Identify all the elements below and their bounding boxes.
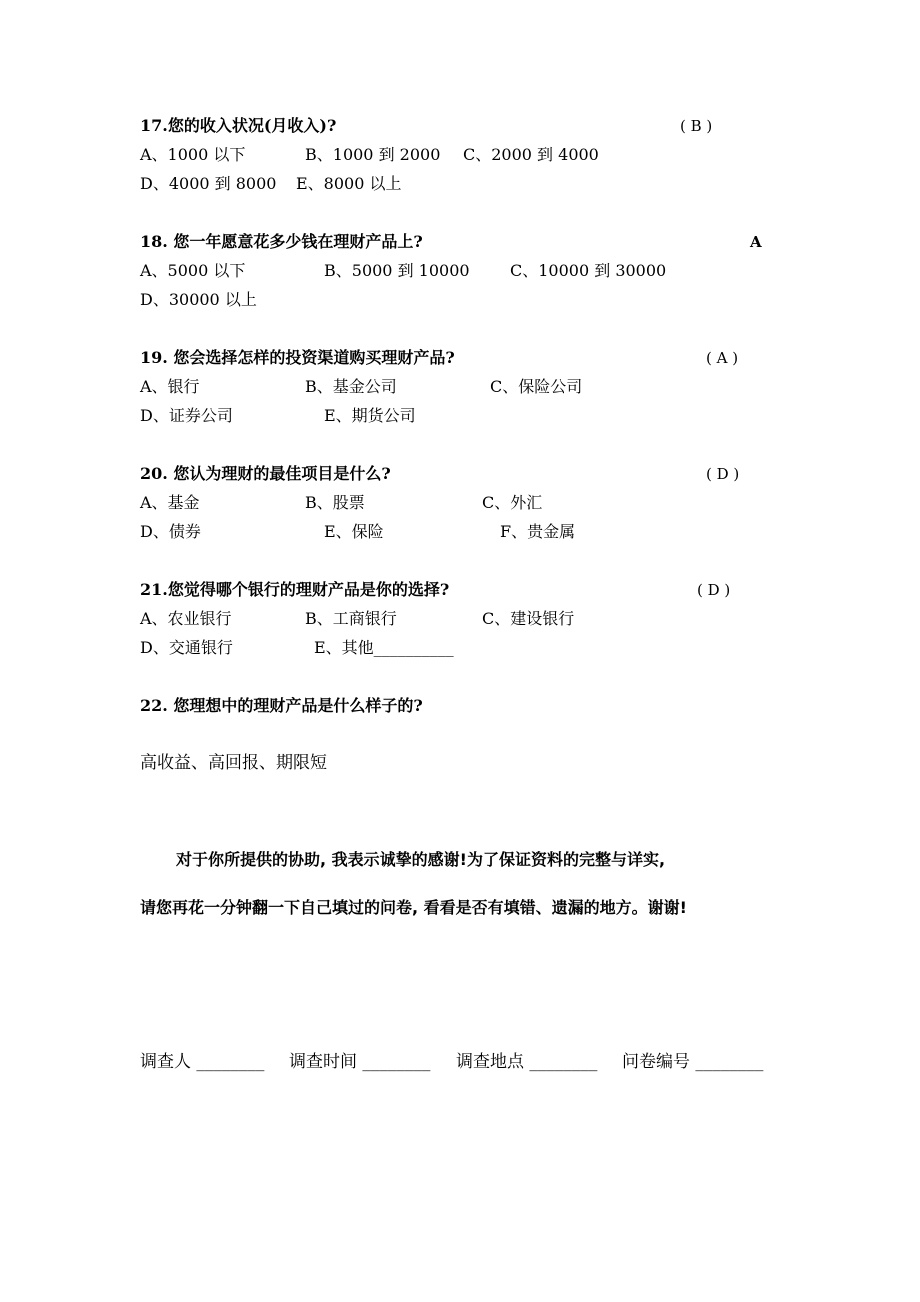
question-20-option-c: C、外汇 bbox=[482, 493, 543, 512]
question-20-option-a: A、基金 bbox=[140, 493, 200, 512]
footer-location: 调查地点 ________ bbox=[456, 1052, 598, 1072]
question-18-option-a: A、5000 以下 bbox=[140, 261, 246, 280]
question-18-option-b: B、5000 到 10000 bbox=[324, 261, 470, 280]
question-20-title: 20. 您认为理财的最佳项目是什么? bbox=[140, 464, 391, 483]
question-17-option-a: A、1000 以下 bbox=[140, 145, 246, 164]
question-20-option-d: D、债券 bbox=[140, 522, 201, 541]
question-17-answer: ( B ) bbox=[680, 117, 713, 135]
question-18-title: 18. 您一年愿意花多少钱在理财产品上? bbox=[140, 232, 423, 251]
question-20-option-e: E、保险 bbox=[324, 522, 384, 541]
question-19-option-b: B、基金公司 bbox=[305, 377, 397, 396]
question-17-title: 17.您的收入状况(月收入)? bbox=[140, 116, 337, 135]
question-20-answer: ( D ) bbox=[706, 465, 740, 483]
question-21-answer: ( D ) bbox=[697, 581, 731, 599]
question-20-option-b: B、股票 bbox=[305, 493, 365, 512]
question-19-option-d: D、证券公司 bbox=[140, 406, 233, 425]
question-17-option-e: E、8000 以上 bbox=[296, 174, 402, 193]
footer-time: 调查时间 ________ bbox=[289, 1052, 431, 1072]
question-21-option-c: C、建设银行 bbox=[482, 609, 575, 628]
question-19-option-c: C、保险公司 bbox=[490, 377, 583, 396]
question-18-answer: A bbox=[750, 233, 762, 251]
question-17-option-d: D、4000 到 8000 bbox=[140, 174, 277, 193]
question-21-option-e: E、其他__________ bbox=[314, 638, 454, 657]
question-17-option-b: B、1000 到 2000 bbox=[305, 145, 441, 164]
thanks-line-2: 请您再花一分钟翻一下自己填过的问卷, 看看是否有填错、遗漏的地方。谢谢! bbox=[140, 898, 687, 917]
question-21-option-d: D、交通银行 bbox=[140, 638, 233, 657]
question-18-option-c: C、10000 到 30000 bbox=[510, 261, 667, 280]
question-21-title: 21.您觉得哪个银行的理财产品是你的选择? bbox=[140, 580, 450, 599]
question-18-option-d: D、30000 以上 bbox=[140, 290, 257, 309]
footer-investigator: 调查人 ________ bbox=[140, 1052, 265, 1072]
question-19-title: 19. 您会选择怎样的投资渠道购买理财产品? bbox=[140, 348, 455, 367]
question-19-option-a: A、银行 bbox=[140, 377, 200, 396]
question-20-option-f: F、贵金属 bbox=[500, 522, 576, 541]
question-21-option-b: B、工商银行 bbox=[305, 609, 397, 628]
question-21-option-a: A、农业银行 bbox=[140, 609, 232, 628]
footer-serial: 问卷编号 ________ bbox=[622, 1052, 764, 1072]
question-22-title: 22. 您理想中的理财产品是什么样子的? bbox=[140, 696, 423, 715]
question-19-option-e: E、期货公司 bbox=[324, 406, 416, 425]
question-22-response: 高收益、高回报、期限短 bbox=[140, 753, 327, 773]
question-17-option-c: C、2000 到 4000 bbox=[463, 145, 599, 164]
thanks-line-1: 对于你所提供的协助, 我表示诚挚的感谢!为了保证资料的完整与详实, bbox=[176, 850, 666, 869]
question-19-answer: ( A ) bbox=[706, 349, 739, 367]
